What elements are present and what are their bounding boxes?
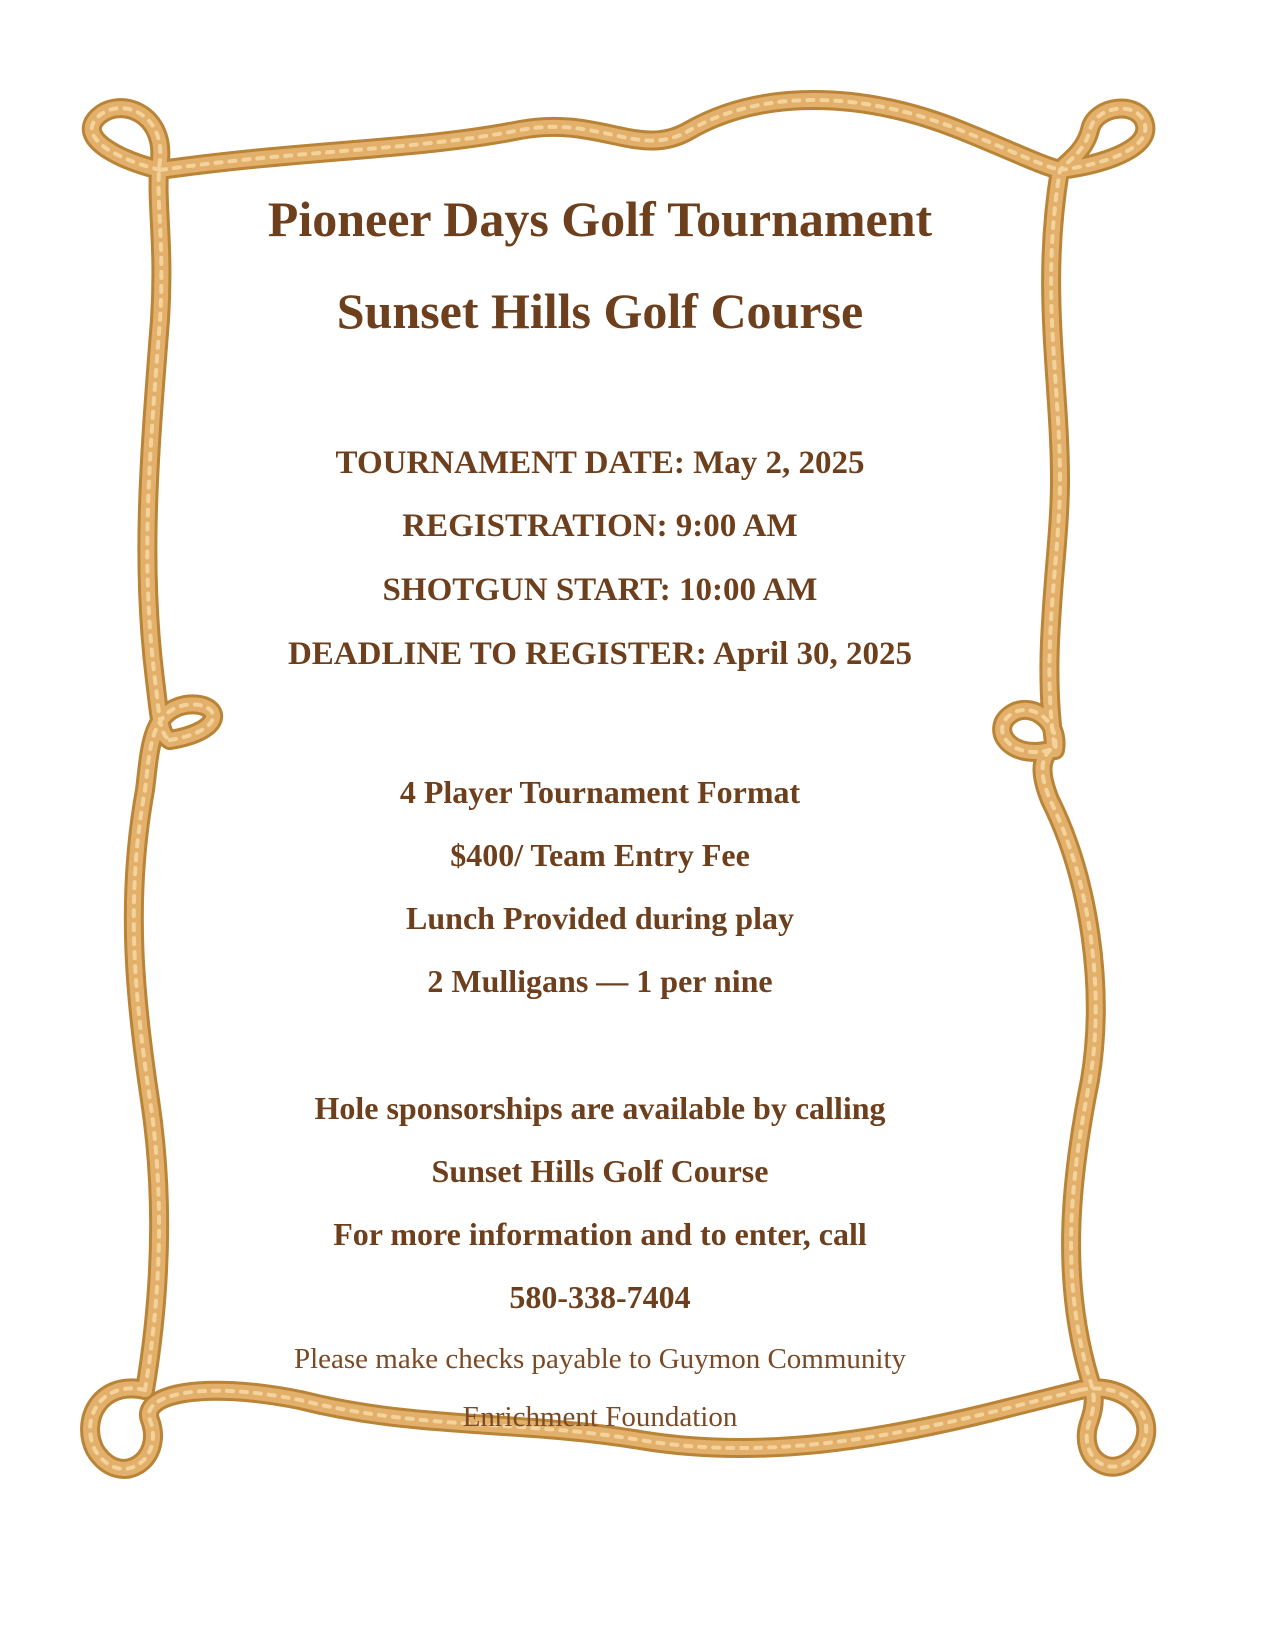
sponsorship-course: Sunset Hills Golf Course bbox=[431, 1153, 769, 1189]
registration-deadline: DEADLINE TO REGISTER: April 30, 2025 bbox=[287, 636, 913, 672]
tournament-date: TOURNAMENT DATE: May 2, 2025 bbox=[335, 445, 865, 481]
shotgun-start-time: SHOTGUN START: 10:00 AM bbox=[382, 572, 818, 608]
course-subtitle: Sunset Hills Golf Course bbox=[336, 283, 864, 339]
tournament-format: 4 Player Tournament Format bbox=[399, 774, 801, 810]
entry-fee: $400/ Team Entry Fee bbox=[450, 837, 750, 873]
mulligans-note: 2 Mulligans — 1 per nine bbox=[427, 963, 773, 999]
registration-time: REGISTRATION: 9:00 AM bbox=[402, 508, 798, 544]
contact-phone: 580-338-7404 bbox=[509, 1279, 691, 1315]
checks-payable-line-2: Enrichment Foundation bbox=[462, 1401, 738, 1433]
tournament-title: Pioneer Days Golf Tournament bbox=[267, 191, 933, 247]
more-info-note: For more information and to enter, call bbox=[333, 1216, 867, 1252]
checks-payable-line-1: Please make checks payable to Guymon Community bbox=[293, 1343, 907, 1375]
lunch-note: Lunch Provided during play bbox=[406, 900, 794, 936]
sponsorship-note: Hole sponsorships are available by calling bbox=[314, 1090, 886, 1126]
